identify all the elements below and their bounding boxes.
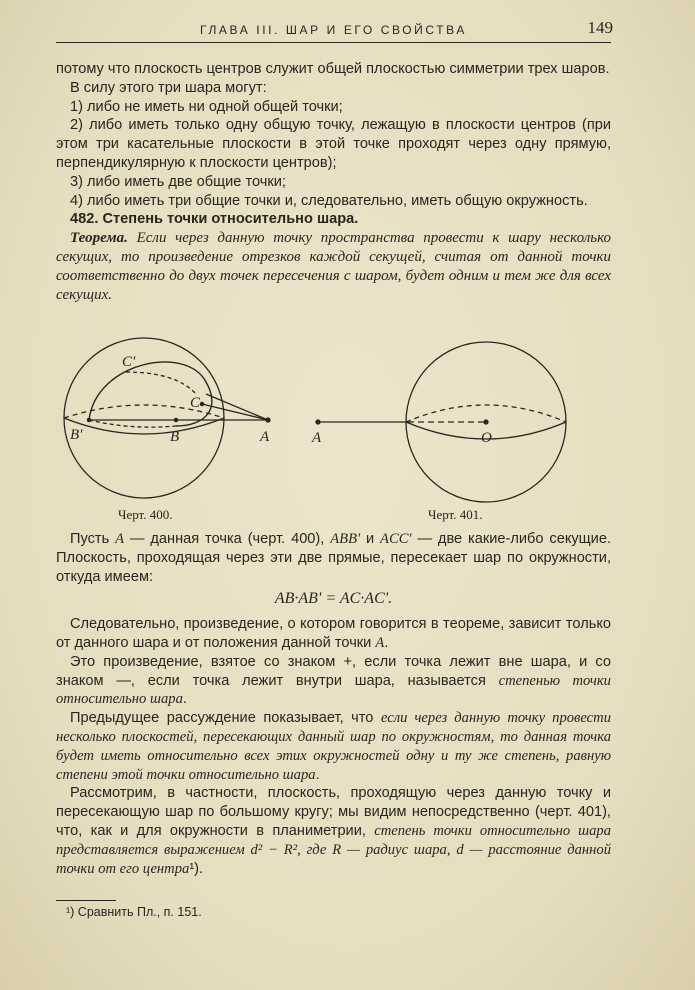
point-O	[484, 420, 488, 424]
section-circle-dash	[89, 420, 176, 427]
point-A	[316, 420, 320, 424]
section-circle	[89, 362, 212, 426]
figure-drawings	[56, 322, 616, 522]
list-item: 2) либо иметь только одну общую точку, лежащую в плоскости центров (при этом три касательные плоскости в этой точке проходят через одну прямую, перпендикулярную к плоскости центров);	[56, 117, 611, 171]
label-A: A	[260, 429, 270, 445]
label-C-prime: C'	[122, 354, 136, 370]
theorem-label: Теорема.	[70, 230, 128, 247]
paragraph: Это произведение, взятое со знаком +, если точка лежит вне шара, и со знаком —, если точка лежит внутри шара, называется степенью точки относительно шара.	[56, 653, 611, 708]
footnote: ¹) Сравнить Пл., п. 151.	[66, 905, 202, 919]
label-C: C	[190, 395, 201, 411]
list-item: 3) либо иметь две общие точки;	[70, 173, 286, 190]
text-block-top	[56, 60, 611, 304]
label-B: B	[170, 429, 180, 445]
point-C	[200, 402, 203, 405]
formula: AB·AB' = AC·AC'.	[274, 590, 393, 608]
theorem-text: Если через данную точку пространства провести к шару несколько секущих, то произведение отрезков каждой секущей, считая от данной точки соответственно до двух точек пересечения с шаром, будет одним и тем же для всех секущих.	[56, 230, 612, 303]
footnote-rule	[56, 900, 116, 901]
caption-400: Черт. 400.	[118, 507, 173, 522]
list-item: 1) либо не иметь ни одной общей точки;	[70, 98, 343, 115]
text-block-bottom	[56, 530, 611, 878]
figure-401	[316, 342, 566, 502]
caption-401: Черт. 401.	[428, 507, 483, 522]
label-O: O	[481, 430, 492, 446]
label-B-prime: B'	[70, 427, 83, 443]
page-number: 149	[587, 18, 613, 37]
running-header	[56, 18, 611, 43]
list-item: 4) либо иметь три общие точки и, следовательно, иметь общую окружность.	[70, 192, 588, 209]
paragraph: Следовательно, произведение, о котором говорится в теореме, зависит только от данного шара и от положения данной точки A.	[56, 616, 611, 651]
paragraph: Пусть A — данная точка (черт. 400), ABB' и ACC' — две какие-либо секущие. Плоскость, проходящая через эти две прямые, пересекает шар по окружности, откуда имеем:	[56, 531, 611, 585]
label-A: A	[312, 430, 322, 446]
figures	[56, 322, 616, 522]
paragraph: потому что плоскость центров служит общей плоскостью симметрии трех шаров.	[56, 61, 610, 77]
paragraph: Предыдущее рассуждение показывает, что если через данную точку провести несколько плоскостей, пересекающих данный шар по окружностям, то данная точка будет иметь относительно всех этих окружностей одну и ту же степень, равную степени этой точки относительно шара.	[56, 710, 611, 783]
figure-400	[64, 338, 270, 498]
section-heading: 482. Степень точки относительно шара.	[70, 211, 359, 228]
point-B	[174, 418, 177, 421]
point-A	[266, 418, 270, 422]
secant-inner	[126, 372, 196, 394]
chapter-title: ГЛАВА III. ШАР И ЕГО СВОЙСТВА	[200, 23, 467, 37]
paragraph: Рассмотрим, в частности, плоскость, проходящую через данную точку и пересекающую шар по большому кругу; мы видим непосредственно (черт. 401), что, как и для окружности в планиметрии, степень точки относительно шара представляется выражением d² − R², где R — радиус шара, d — расстояние данной точки от его центра¹).	[56, 785, 612, 877]
paragraph: В силу этого три шара могут:	[70, 79, 267, 96]
point-B-prime	[87, 418, 90, 421]
theorem	[56, 229, 611, 304]
